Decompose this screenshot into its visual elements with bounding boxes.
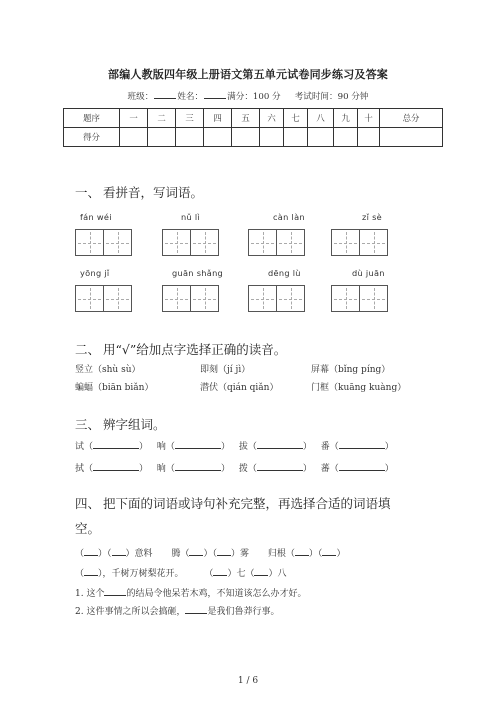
header-cell: 六 bbox=[260, 109, 284, 128]
answer-blank[interactable] bbox=[93, 462, 139, 471]
score-cell[interactable] bbox=[334, 128, 358, 147]
writing-grid[interactable] bbox=[162, 229, 218, 256]
char: 番 bbox=[320, 442, 330, 452]
text: 八 bbox=[277, 569, 287, 579]
pinyin-label: dēng lù bbox=[268, 268, 301, 278]
answer-blank[interactable] bbox=[257, 440, 303, 449]
answer-blank[interactable] bbox=[185, 605, 207, 614]
text: ，千树万树梨花开。 bbox=[102, 569, 184, 579]
question-2 bbox=[75, 604, 279, 617]
answer-blank[interactable] bbox=[189, 547, 203, 556]
header-cell: 八 bbox=[308, 109, 334, 128]
section-number: 二、 bbox=[75, 342, 101, 357]
answer-blank[interactable] bbox=[322, 547, 336, 556]
char: 拔 bbox=[238, 442, 248, 452]
class-label: 班级： bbox=[127, 92, 154, 102]
section-title: 辨字组词。 bbox=[103, 417, 166, 432]
answer-blank[interactable] bbox=[213, 567, 227, 576]
word-group-row: 拭（ ） 晌（ ） 拨（ ） 蕃（ ） bbox=[75, 464, 394, 474]
header-cell: 总分 bbox=[380, 109, 443, 128]
header-cell: 题序 bbox=[64, 109, 120, 128]
score-cell[interactable] bbox=[380, 128, 443, 147]
answer-blank[interactable] bbox=[84, 547, 98, 556]
writing-grid[interactable] bbox=[162, 285, 218, 312]
char: 响 bbox=[156, 442, 166, 452]
full-score: 满分：100 分 bbox=[227, 92, 281, 102]
char: 晌 bbox=[156, 464, 166, 474]
pinyin-label: nǔ lì bbox=[181, 212, 201, 222]
score-row bbox=[64, 128, 443, 147]
name-blank[interactable] bbox=[204, 90, 226, 99]
writing-grid[interactable] bbox=[248, 285, 304, 312]
score-cell[interactable] bbox=[176, 128, 204, 147]
answer-blank[interactable] bbox=[295, 547, 309, 556]
pinyin-label: yōng jǐ bbox=[80, 268, 110, 278]
answer-blank[interactable] bbox=[217, 547, 231, 556]
header-cell: 九 bbox=[334, 109, 358, 128]
score-table bbox=[63, 108, 443, 147]
score-cell[interactable] bbox=[260, 128, 284, 147]
text: 的结局令他呆若木鸡，不知道该怎么办才好。 bbox=[126, 589, 307, 599]
section-1-heading bbox=[75, 183, 203, 201]
text: 2. 这件事情之所以会搞砸， bbox=[75, 607, 186, 617]
score-cell[interactable] bbox=[148, 128, 176, 147]
answer-blank[interactable] bbox=[257, 462, 303, 471]
section-title: 看拼音，写词语。 bbox=[103, 185, 204, 200]
answer-blank[interactable] bbox=[93, 440, 139, 449]
score-cell[interactable] bbox=[284, 128, 308, 147]
header-cell: 七 bbox=[284, 109, 308, 128]
score-header-row bbox=[64, 109, 443, 128]
text: 雾 bbox=[240, 549, 250, 559]
pinyin-label: guān shǎng bbox=[172, 268, 224, 278]
answer-blank[interactable] bbox=[339, 462, 385, 471]
question-1 bbox=[75, 586, 306, 599]
class-blank[interactable] bbox=[154, 90, 176, 99]
name-label: 姓名： bbox=[177, 92, 204, 102]
header-cell: 四 bbox=[204, 109, 232, 128]
writing-grid[interactable] bbox=[248, 229, 304, 256]
pinyin-label: càn làn bbox=[273, 212, 305, 222]
section-4-heading-cont: 空。 bbox=[75, 521, 101, 536]
char: 拭 bbox=[75, 464, 85, 474]
word-group-row: 试（ ） 响（ ） 拔（ ） 番（ ） bbox=[75, 442, 394, 452]
reading-choice[interactable]: 潜伏（qián qiǎn） bbox=[200, 383, 279, 393]
header-cell: 五 bbox=[232, 109, 260, 128]
text: 是我们鲁莽行事。 bbox=[207, 607, 280, 617]
reading-choice[interactable]: 即刻（jí jì） bbox=[200, 365, 251, 375]
section-2-heading bbox=[75, 340, 286, 358]
section-title: 用“√”给加点字选择正确的读音。 bbox=[103, 342, 287, 357]
header-cell: 二 bbox=[148, 109, 176, 128]
text: 归根 bbox=[267, 549, 286, 559]
score-cell[interactable] bbox=[120, 128, 148, 147]
exam-time: 考试时间：90 分钟 bbox=[294, 92, 369, 102]
writing-grid[interactable] bbox=[75, 229, 131, 256]
pinyin-label: zǐ sè bbox=[362, 212, 382, 222]
pinyin-label: fán wéi bbox=[80, 212, 112, 222]
answer-blank[interactable] bbox=[84, 567, 98, 576]
section-3-heading bbox=[75, 415, 166, 433]
score-cell[interactable] bbox=[232, 128, 260, 147]
answer-blank[interactable] bbox=[175, 440, 221, 449]
section-title: 把下面的词语或诗句补充完整，再选择合适的词语填 bbox=[103, 496, 391, 511]
score-cell[interactable] bbox=[204, 128, 232, 147]
char: 蕃 bbox=[320, 464, 330, 474]
section-number: 一、 bbox=[75, 185, 101, 200]
reading-choice[interactable]: 屏幕（bǐng píng） bbox=[311, 365, 391, 375]
section-number: 四、 bbox=[75, 496, 101, 511]
header-cell: 三 bbox=[176, 109, 204, 128]
header-cell: 一 bbox=[120, 109, 148, 128]
answer-blank[interactable] bbox=[339, 440, 385, 449]
text: 1. 这个 bbox=[75, 589, 105, 599]
answer-blank[interactable] bbox=[254, 567, 268, 576]
section-4-heading bbox=[75, 494, 391, 512]
page-number: 1 / 6 bbox=[237, 676, 259, 686]
answer-blank[interactable] bbox=[112, 547, 126, 556]
reading-choice[interactable]: 门框（kuāng kuàng） bbox=[311, 383, 407, 393]
score-row-label: 得分 bbox=[64, 128, 120, 147]
fill-line: （ ）（ ）意料 腾（ ）（ ）雾 归根（ ）（ ） bbox=[75, 549, 346, 559]
char: 拨 bbox=[238, 464, 248, 474]
section-number: 三、 bbox=[75, 417, 101, 432]
writing-grid[interactable] bbox=[75, 285, 131, 312]
char: 试 bbox=[75, 442, 85, 452]
answer-blank[interactable] bbox=[175, 462, 221, 471]
text: 意料 bbox=[134, 549, 153, 559]
page-title: 部编人教版四年级上册语文第五单元试卷同步练习及答案 bbox=[108, 68, 388, 81]
score-cell[interactable] bbox=[358, 128, 380, 147]
header-cell: 十 bbox=[358, 109, 380, 128]
answer-blank[interactable] bbox=[104, 587, 126, 596]
pinyin-label: dù juān bbox=[352, 268, 385, 278]
writing-grid[interactable] bbox=[331, 229, 387, 256]
exam-info bbox=[0, 90, 496, 102]
score-cell[interactable] bbox=[308, 128, 334, 147]
reading-choice[interactable]: 蝙蝠（biān biǎn） bbox=[75, 383, 154, 393]
writing-grid[interactable] bbox=[331, 285, 387, 312]
reading-choice[interactable]: 竖立（shù sù） bbox=[75, 365, 141, 375]
fill-line: （ ），千树万树梨花开。 （ ）七（ ）八 bbox=[75, 569, 287, 579]
text: 七 bbox=[236, 569, 246, 579]
text: 腾 bbox=[171, 549, 181, 559]
